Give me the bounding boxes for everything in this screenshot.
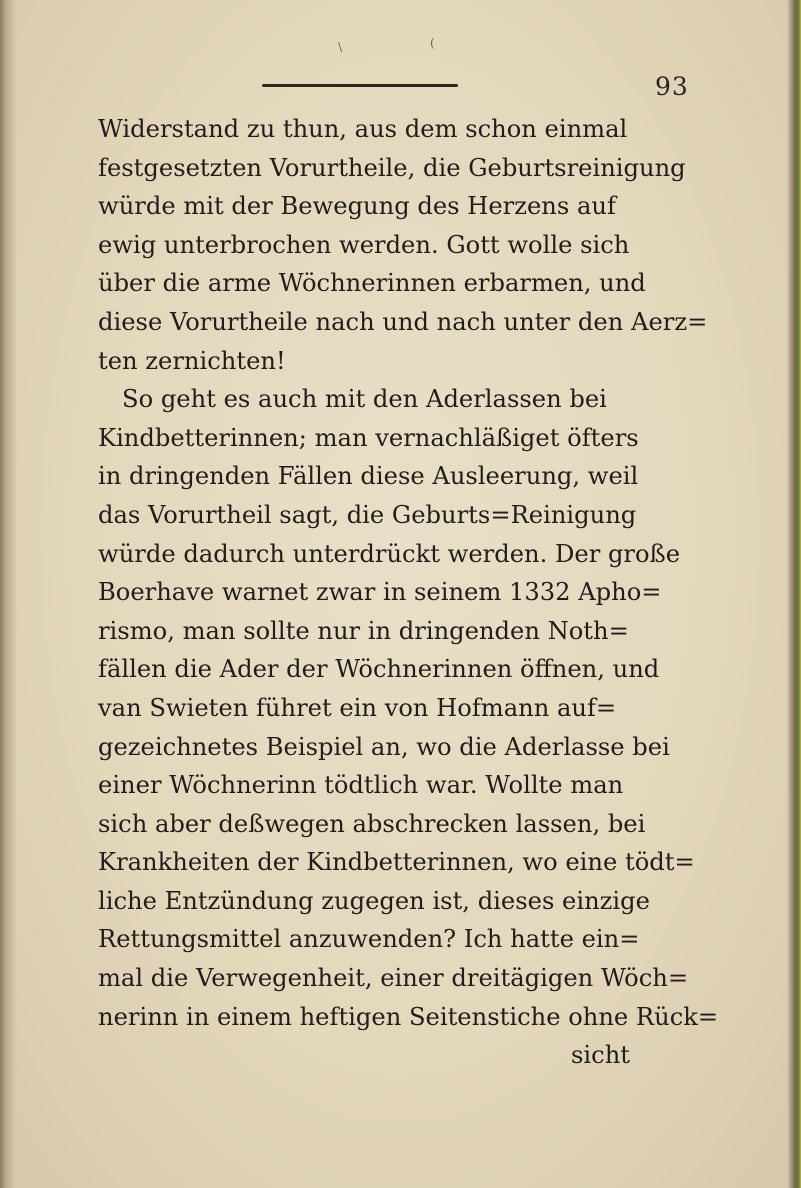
text-line: Kindbetterinnen; man vernachläßiget öfters bbox=[98, 423, 639, 452]
text-line: einer Wöchnerinn tödtlich war. Wollte man bbox=[98, 771, 624, 800]
text-line: fällen die Ader der Wöchnerinnen öffnen, und bbox=[98, 655, 660, 684]
text-line: rismo, man sollte nur in dringenden Noth= bbox=[98, 616, 629, 645]
text-line: Krankheiten der Kindbetterinnen, wo eine tödt= bbox=[98, 848, 695, 877]
mark-backslash: \ bbox=[338, 40, 343, 54]
page-number: 93 bbox=[655, 72, 689, 101]
page-binding-edge bbox=[0, 0, 16, 1188]
text-line: über die arme Wöchnerinnen erbarmen, und bbox=[98, 269, 646, 298]
text-line: festgesetzten Vorurtheile, die Geburtsreinigung bbox=[98, 153, 686, 182]
text-line: nerinn in einem heftigen Seitenstiche ohne Rück= bbox=[98, 1002, 719, 1031]
page-fore-edge bbox=[787, 0, 801, 1188]
text-line: das Vorurtheil sagt, die Geburts=Reinigung bbox=[98, 500, 637, 529]
body-text bbox=[98, 110, 748, 1075]
text-line: Rettungsmittel anzuwenden? Ich hatte ein= bbox=[98, 925, 640, 954]
text-line: sich aber deßwegen abschrecken lassen, bei bbox=[98, 809, 646, 838]
text-line: würde dadurch unterdrückt werden. Der große bbox=[98, 539, 681, 568]
text-line: in dringenden Fällen diese Ausleerung, weil bbox=[98, 462, 639, 491]
text-line: diese Vorurtheile nach und nach unter den Aerz= bbox=[98, 307, 708, 336]
catchword: sicht bbox=[571, 1041, 630, 1070]
paragraph-start-line: So geht es auch mit den Aderlassen bei bbox=[122, 385, 607, 414]
text-line: ewig unterbrochen werden. Gott wolle sich bbox=[98, 230, 630, 259]
mark-parenthesis: ( bbox=[430, 36, 435, 50]
text-line: Widerstand zu thun, aus dem schon einmal bbox=[98, 115, 628, 143]
text-line: van Swieten führet ein von Hofmann auf= bbox=[98, 693, 617, 722]
text-line: ten zernichten! bbox=[98, 346, 286, 375]
text-line: gezeichnetes Beispiel an, wo die Aderlasse bei bbox=[98, 732, 670, 761]
text-line: würde mit der Bewegung des Herzens auf bbox=[98, 192, 616, 221]
text-line: Boerhave warnet zwar in seinem 1332 Apho= bbox=[98, 578, 662, 607]
text-line: liche Entzündung zugegen ist, dieses einzige bbox=[98, 886, 650, 915]
text-line: mal die Verwegenheit, einer dreitägigen Wöch= bbox=[98, 964, 689, 993]
header-rule bbox=[262, 84, 458, 87]
